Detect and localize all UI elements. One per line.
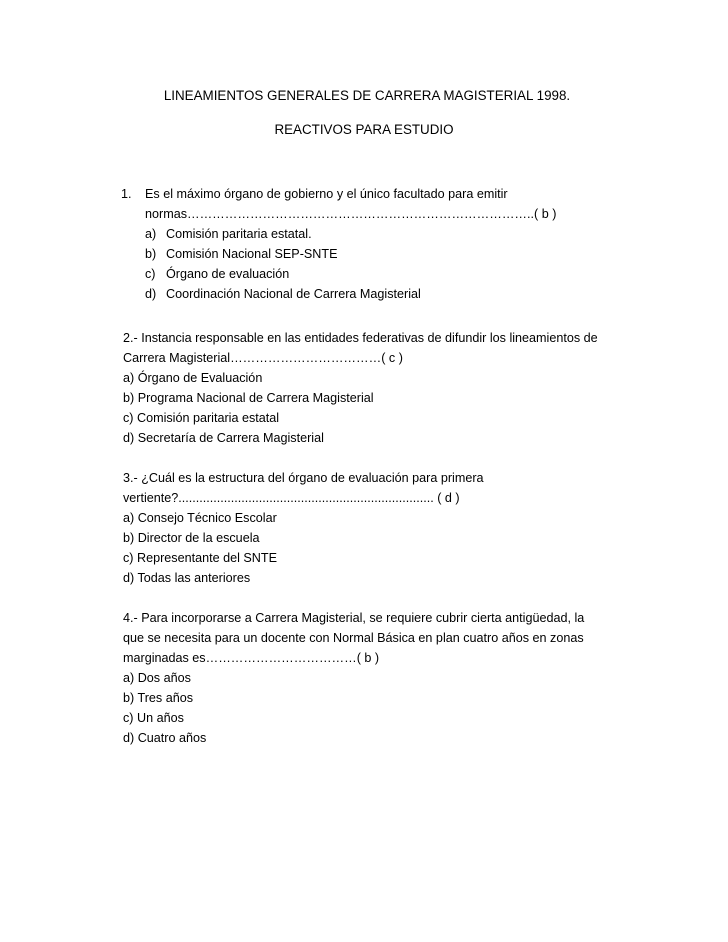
- question-2: [123, 328, 663, 448]
- question-1: [121, 184, 661, 304]
- question-text-line: 3.- ¿Cuál es la estructura del órgano de evaluación para primera: [123, 471, 484, 485]
- option-item: b) Tres años: [123, 691, 193, 705]
- question-text-line: Es el máximo órgano de gobierno y el único facultado para emitir: [145, 187, 508, 201]
- option-item: [145, 244, 661, 264]
- question-number: 1.: [121, 187, 132, 201]
- option-letter: d): [145, 287, 157, 301]
- question-text-line: Carrera Magisterial………………………………( c ): [123, 351, 403, 365]
- question-text-line: normas………………………………………………………………………..( b ): [145, 207, 557, 221]
- option-text: Comisión Nacional SEP-SNTE: [166, 247, 338, 261]
- question-text-line: que se necesita para un docente con Normal Básica en plan cuatro años en zonas: [123, 631, 584, 645]
- option-item: a) Dos años: [123, 671, 191, 685]
- document-subtitle: REACTIVOS PARA ESTUDIO: [274, 122, 454, 137]
- option-item: c) Representante del SNTE: [123, 551, 277, 565]
- question-text-line: 2.- Instancia responsable en las entidades federativas de difundir los lineamientos de: [123, 331, 598, 345]
- option-text: Coordinación Nacional de Carrera Magisterial: [166, 287, 421, 301]
- option-item: a) Consejo Técnico Escolar: [123, 511, 277, 525]
- option-item: [145, 284, 661, 304]
- option-text: Órgano de evaluación: [166, 267, 290, 281]
- option-text: Comisión paritaria estatal.: [166, 227, 312, 241]
- question-text-line: vertiente?......................................................................... ( d ): [123, 491, 460, 505]
- option-item: b) Director de la escuela: [123, 531, 260, 545]
- option-letter: c): [145, 267, 156, 281]
- question-3: [123, 468, 663, 588]
- option-letter: b): [145, 247, 157, 261]
- document-title: LINEAMIENTOS GENERALES DE CARRERA MAGISTERIAL 1998.: [163, 88, 571, 103]
- option-item: d) Secretaría de Carrera Magisterial: [123, 431, 324, 445]
- option-item: [145, 264, 661, 284]
- option-item: [145, 224, 661, 244]
- question-4: [123, 608, 663, 748]
- question-text-line: marginadas es………………………………( b ): [123, 651, 380, 665]
- option-letter: a): [145, 227, 157, 241]
- option-item: a) Órgano de Evaluación: [123, 371, 263, 385]
- option-item: d) Todas las anteriores: [123, 571, 251, 585]
- option-item: c) Comisión paritaria estatal: [123, 411, 280, 425]
- option-item: c) Un años: [123, 711, 184, 725]
- question-text-line: 4.- Para incorporarse a Carrera Magisterial, se requiere cubrir cierta antigüedad, la: [123, 611, 585, 625]
- option-item: d) Cuatro años: [123, 731, 207, 745]
- option-item: b) Programa Nacional de Carrera Magisterial: [123, 391, 374, 405]
- option-list: [145, 224, 661, 304]
